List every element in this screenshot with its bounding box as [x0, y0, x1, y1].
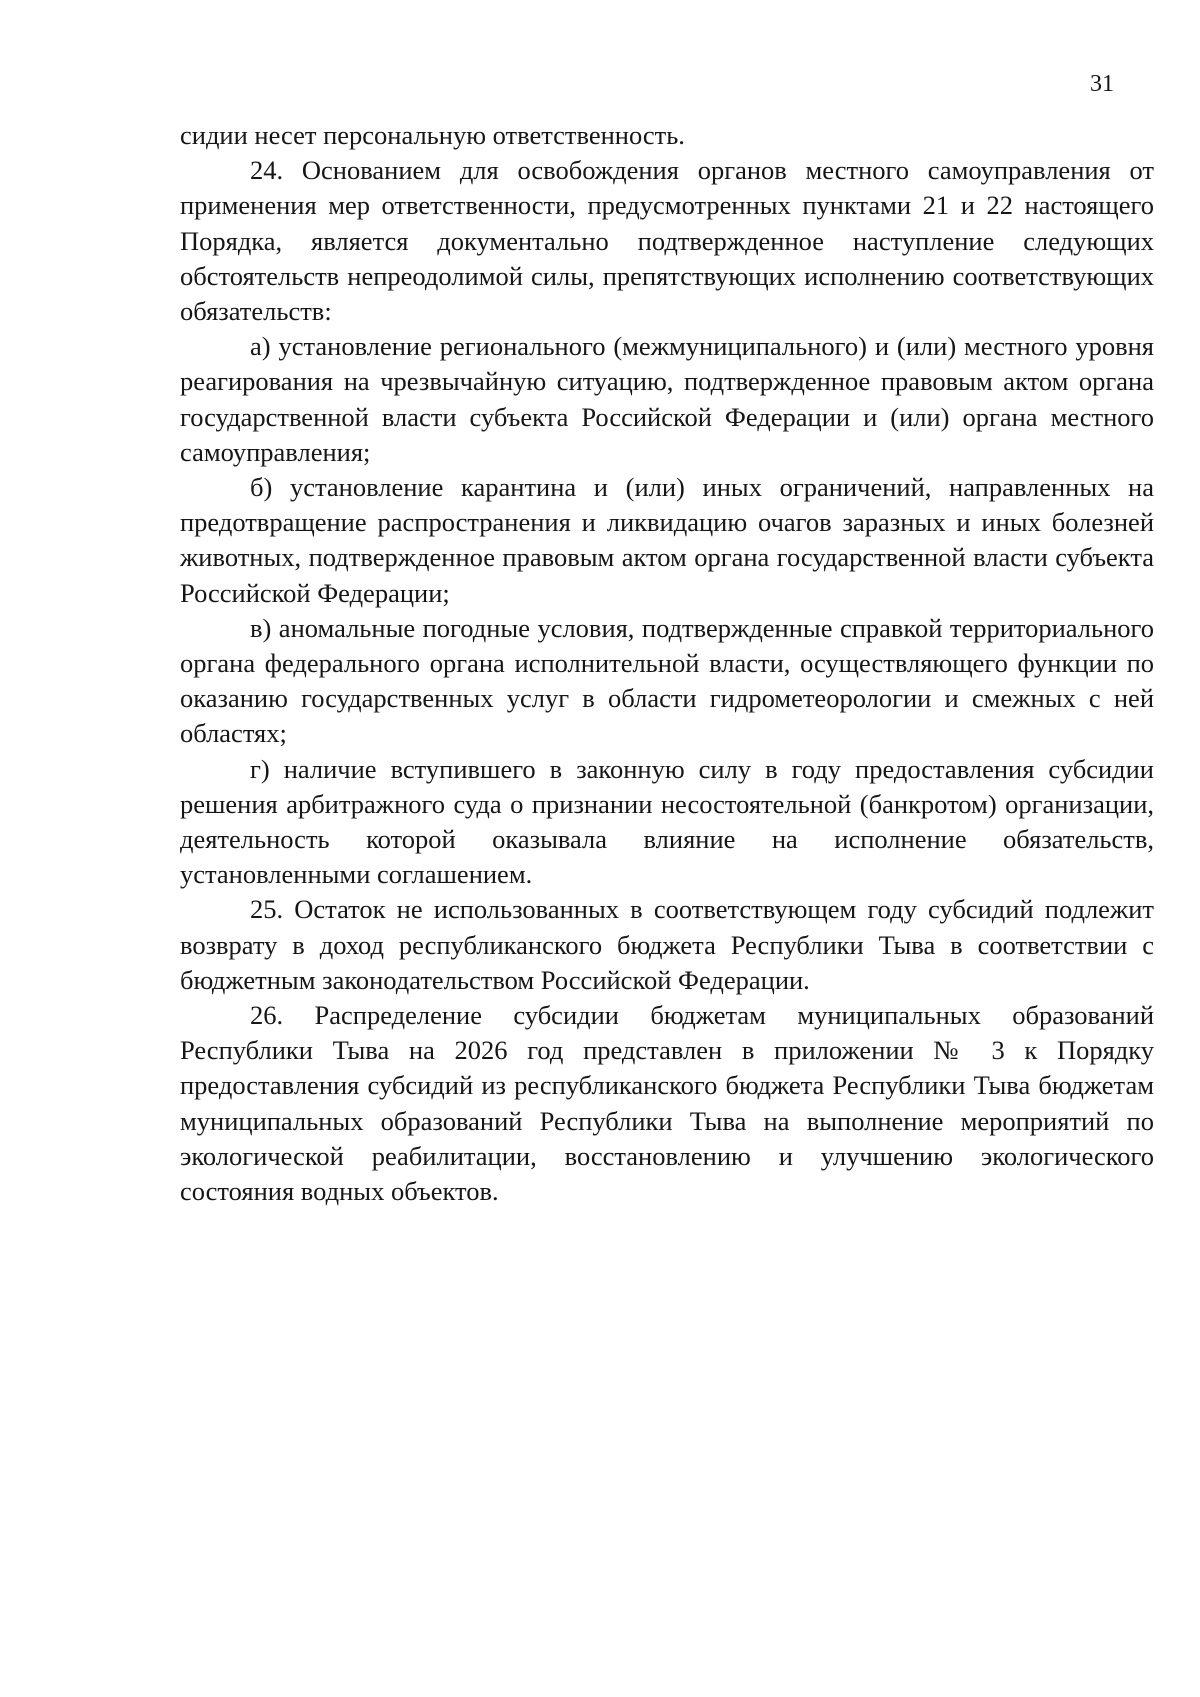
- paragraph-subitem-a: а) установление регионального (межмуниципального) и (или) местного уровня реагирования на чрезвычайную ситуацию, подтвержденное правовым актом органа государственной власти субъекта Российской Федерации и (или) органа местного самоуправления;: [180, 331, 1154, 467]
- paragraph-subitem-v: в) аномальные погодные условия, подтвержденные справкой территориального органа федерального органа исполнительной власти, осуществляющего функции по оказанию государственных услуг в области гидрометеорологии и смежных с ней областях;: [180, 612, 1154, 749]
- paragraph-item-25: 25. Остаток не использованных в соответствующем году субсидий подлежит возврату в доход республиканского бюджета Республики Тыва в соответствии с бюджетным законодательством Российской Федерации.: [180, 894, 1154, 995]
- paragraph-item-24: 24. Основанием для освобождения органов местного самоуправления от применения мер ответственности, предусмотренных пунктами 21 и 22 настоящего Порядка, является документально подтвержденное наступление следующих обстоятельств непреодолимой силы, препятствующих исполнению соответствующих обязательств:: [180, 155, 1154, 327]
- document-body: [180, 118, 1154, 1209]
- paragraph-item-26: 26. Распределение субсидии бюджетам муниципальных образований Республики Тыва на 2026 год представлен в приложении № 3 к Порядку предоставления субсидий из республиканского бюджета Республики Тыва бюджетам муниципальных образований Республики Тыва на выполнение мероприятий по экологической реабилитации, восстановлению и улучшению экологического состояния водных объектов.: [180, 1000, 1154, 1207]
- paragraph-subitem-b: б) установление карантина и (или) иных ограничений, направленных на предотвращение распространения и ликвидацию очагов заразных и иных болезней животных, подтвержденное правовым актом органа государственной власти субъекта Российской Федерации;: [180, 472, 1154, 608]
- paragraph-continuation: сидии несет персональную ответственность.: [180, 120, 685, 150]
- paragraph-subitem-g: г) наличие вступившего в законную силу в году предоставления субсидии решения арбитражного суда о признании несостоятельной (банкротом) организации, деятельность которой оказывала влияние на исполнение обязательств, установленными соглашением.: [180, 753, 1154, 890]
- page-number: 31: [1090, 71, 1114, 97]
